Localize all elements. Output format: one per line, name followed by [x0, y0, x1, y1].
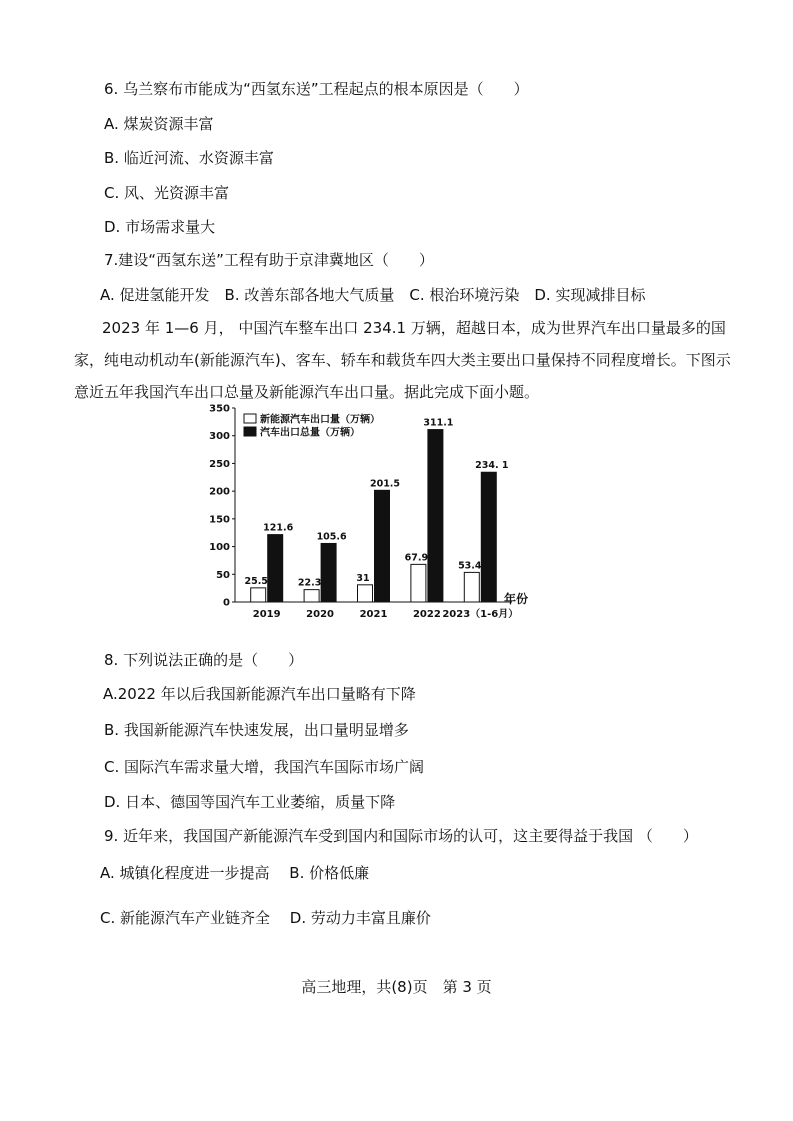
- total-export-data-label: 121.6: [263, 522, 294, 534]
- y-tick-label: 300: [209, 431, 230, 443]
- y-tick-label: 350: [209, 403, 230, 415]
- x-category-label: 2023（1-6月）: [442, 609, 519, 620]
- nev-export-bar: [411, 564, 426, 602]
- q8-option-a: A.2022 年以后我国新能源汽车出口量略有下降: [103, 685, 416, 703]
- x-category-label: 2020: [306, 609, 335, 620]
- legend-label-nev: 新能源汽车出口量（万辆）: [260, 414, 380, 426]
- total-export-bar: [268, 535, 283, 602]
- total-export-data-label: 311.1: [423, 417, 454, 429]
- passage-text: 2023 年 1—6 月， 中国汽车整车出口 234.1 万辆，超越日本，成为世界汽车出口量最多的国家，纯电动机动车(新能源汽车)、客车、轿车和载货车四大类主要出口量保持不同程度增长。下图示意近五年我国汽车出口总量及新能源汽车出口量。据此完成下面小题。: [74, 319, 731, 401]
- total-export-data-label: 234. 1: [475, 460, 509, 472]
- x-category-label: 2021: [359, 609, 388, 620]
- q6-option-d: D. 市场需求量大: [104, 218, 216, 236]
- y-tick-label: 250: [209, 458, 230, 470]
- legend-swatch-total: [244, 427, 256, 436]
- nev-export-data-label: 25.5: [244, 575, 268, 587]
- q7-options: A. 促进氢能开发 B. 改善东部各地大气质量 C. 根治环境污染 D. 实现减排目标: [100, 286, 646, 304]
- nev-export-data-label: 67.9: [404, 552, 429, 564]
- q6-option-c: C. 风、光资源丰富: [104, 184, 230, 202]
- q7-stem: 7.建设“西氢东送”工程有助于京津冀地区（ ）: [104, 251, 434, 269]
- q8-stem: 8. 下列说法正确的是（ ）: [104, 651, 304, 669]
- nev-export-bar: [464, 572, 479, 602]
- nev-export-data-label: 31: [356, 572, 370, 584]
- nev-export-bar: [304, 590, 319, 602]
- passage: [74, 312, 734, 408]
- page-footer: 高三地理，共(8)页 第 3 页: [301, 978, 492, 996]
- q6-stem: 6. 乌兰察布市能成为“西氢东送”工程起点的根本原因是（ ）: [104, 80, 529, 98]
- total-export-bar: [375, 490, 390, 602]
- nev-export-data-label: 22.3: [297, 577, 322, 589]
- x-category-label: 2019: [252, 609, 281, 620]
- total-export-bar: [428, 430, 443, 602]
- y-tick-label: 50: [216, 569, 230, 581]
- total-export-data-label: 105.6: [316, 531, 347, 543]
- x-axis-title: 年份: [504, 592, 529, 606]
- q8-option-d: D. 日本、德国等国汽车工业萎缩，质量下降: [104, 793, 396, 811]
- q6-option-b: B. 临近河流、水资源丰富: [104, 149, 274, 167]
- total-export-bar: [481, 472, 496, 602]
- x-category-label: 2022: [412, 609, 441, 620]
- y-tick-label: 200: [209, 486, 230, 498]
- q8-option-c: C. 国际汽车需求量大增，我国汽车国际市场广阔: [104, 758, 425, 776]
- export-bar-chart: [200, 402, 530, 627]
- nev-export-bar: [358, 585, 373, 602]
- y-tick-label: 100: [209, 542, 230, 554]
- q9-options-line2: C. 新能源汽车产业链齐全 D. 劳动力丰富且廉价: [100, 909, 431, 927]
- legend-swatch-nev: [244, 414, 256, 423]
- legend-label-total: 汽车出口总量（万辆）: [260, 427, 360, 439]
- nev-export-data-label: 53.4: [458, 560, 482, 572]
- q9-stem: 9. 近年来，我国国产新能源汽车受到国内和国际市场的认可，这主要得益于我国 （ ）: [104, 827, 698, 845]
- q8-option-b: B. 我国新能源汽车快速发展，出口量明显增多: [104, 721, 409, 739]
- q6-option-a: A. 煤炭资源丰富: [104, 115, 214, 133]
- nev-export-bar: [251, 588, 266, 602]
- q9-options-line1: A. 城镇化程度进一步提高 B. 价格低廉: [100, 864, 370, 882]
- total-export-data-label: 201.5: [369, 478, 401, 490]
- y-tick-label: 0: [223, 597, 230, 609]
- y-tick-label: 150: [209, 514, 230, 526]
- total-export-bar: [321, 543, 336, 602]
